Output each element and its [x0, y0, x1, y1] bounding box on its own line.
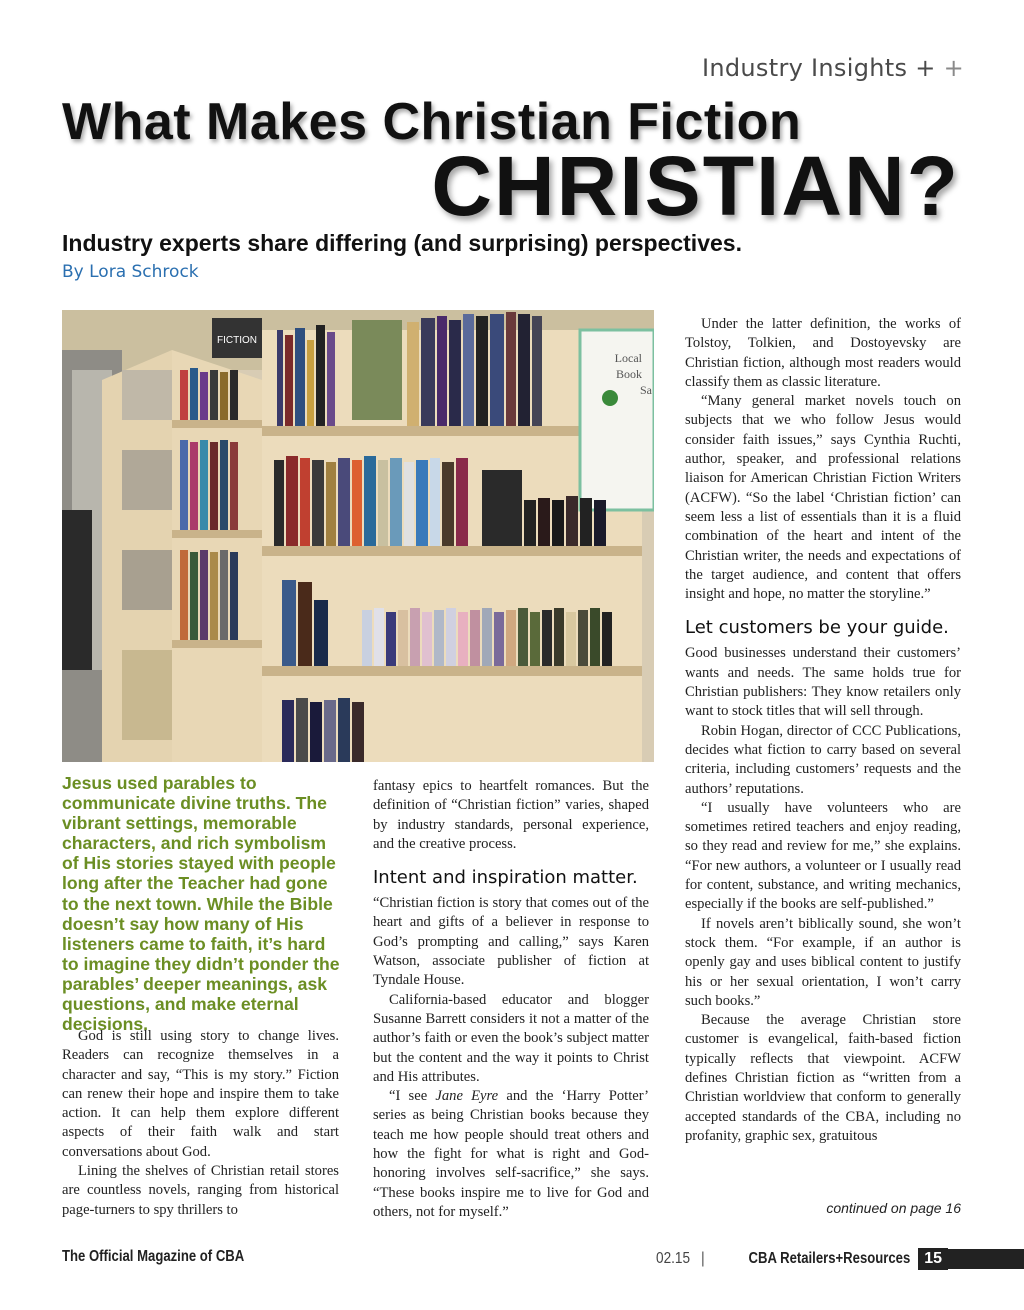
section-label	[702, 54, 964, 82]
section-plus-2: +	[943, 54, 964, 82]
footer-magazine-name: CBA Retailers+Resources	[748, 1250, 911, 1267]
continued-note: continued on page 16	[826, 1200, 961, 1216]
col2-p4-b: and the ‘Harry Potter’ series as being Christian books because they teach me how people should treat others and how the fight for what is right and God-honoring involves self-sacrifice,” she says. “These books inspire me to live for God and others, not for myself.”	[373, 1088, 649, 1220]
col2-paragraph-4	[373, 1087, 649, 1222]
column-1	[62, 1027, 339, 1220]
bookstore-photo	[62, 310, 654, 762]
col2-paragraph-1: fantasy epics to heartfelt romances. But the definition of “Christian fiction” varies, shaped by industry standards, personal experience, and the creative process.	[373, 778, 649, 852]
col3-heading: Let customers be your guide.	[685, 617, 949, 639]
col3-paragraph-6: If novels aren’t biblically sound, she won’t stock them. “For example, if an author is openly gay and uses biblical content to justify his or her sexual orientation, I won’t carry such books.”	[685, 915, 961, 1009]
pull-quote: Jesus used parables to communicate divine truths. The vibrant settings, memorable characters, and rich symbolism of His stories stayed with people long after the Teacher had gone to the next town. While the Bible doesn’t say how many of His listeners came to faith, it’s hard to imagine they didn’t ponder the parables’ deeper meanings, ask questions, and make eternal decisions.	[62, 773, 340, 1035]
shelf-sign-text: FICTION	[217, 335, 257, 346]
footer-right	[653, 1248, 948, 1270]
col3-paragraph-2: “Many general market novels touch on subjects that we who follow Jesus would consider faith issues,” says Cynthia Ruchti, author, speaker, and professional relations liaison for American Christian Fiction Writers (ACFW). “So the label ‘Christian fiction’ can seem less a list of essentials than it is a fluid combination of the heart and intent of the Christian writer, the needs and expectations of the target audience, and content that offers insight and hope, no matter the storyline.”	[685, 393, 961, 603]
col1-paragraph-1: God is still using story to change lives. Readers can recognize themselves in a character and say, “This is my story.” Fiction can renew their hope and inspire them to take action. It can help them explore different aspects of their faith walk and start conversations about God.	[62, 1028, 339, 1160]
footer-separator: |	[700, 1250, 705, 1267]
col3-paragraph-1: Under the latter definition, the works of Tolstoy, Tolkien, and Dostoyevsky are Christian fiction, although most readers would classify them as classic literature.	[685, 316, 961, 390]
col3-paragraph-7: Because the average Christian store customer is evangelical, faith-based fiction typically reflects that viewpoint. ACFW defines Christian fiction as “written from a Christian worldview that conform to generally accepted standards of the CBA, including no profanity, graphic sex, gratuitous	[685, 1012, 961, 1144]
bookshelf-illustration	[62, 310, 654, 762]
page-number: 15	[918, 1248, 948, 1270]
poster-text-2: Book	[615, 367, 642, 381]
col3-paragraph-4: Robin Hogan, director of CCC Publications, decides what fiction to carry based on several criteria, including customers’ requests and the authors’ reputations.	[685, 722, 961, 797]
footer-magazine-tagline: The Official Magazine of CBA	[62, 1248, 245, 1265]
headline-line-1: What Makes Christian Fiction	[62, 93, 802, 151]
col2-p4-a: “I see	[389, 1088, 436, 1105]
col2-paragraph-2: “Christian fiction is story that comes out of the heart and gifts of a believer in response to God’s prompting and calling,” says Karen Watson, associate publisher of fiction at Tyndale House.	[373, 895, 649, 989]
headline-line-2: CHRISTIAN?	[431, 139, 960, 233]
byline: By Lora Schrock	[62, 262, 199, 282]
col2-p4-title: Jane Eyre	[435, 1088, 499, 1105]
poster-text-3: Sa	[640, 383, 652, 397]
col3-paragraph-3: Good businesses understand their customers’ wants and needs. The same holds true for Christian publishers: They know retailers only want to stock titles that will sell through.	[685, 645, 961, 720]
section-label-text: Industry Insights	[702, 54, 908, 82]
footer-bar	[948, 1249, 1024, 1269]
col2-paragraph-3: California-based educator and blogger Susanne Barrett considers it not a matter of the author’s faith or even the book’s subject matter but the content and the way it points to Christ and His attributes.	[373, 991, 649, 1085]
col3-paragraph-5: “I usually have volunteers who are sometimes retired teachers and enjoy reading, so they read and review for me,” she explains. “For new authors, a volunteer or I usually read for content, substance, and writing mechanics, especially if the books are self-published.”	[685, 799, 961, 913]
column-3	[685, 315, 961, 1146]
poster-text-1: Local	[614, 351, 642, 365]
column-2	[373, 777, 649, 1222]
footer-issue-date: 02.15	[655, 1250, 690, 1267]
section-plus-1: +	[915, 54, 936, 82]
col1-paragraph-2: Lining the shelves of Christian retail stores are countless novels, ranging from historical page-turners to spy thrillers to	[62, 1163, 339, 1218]
subhead: Industry experts share differing (and surprising) perspectives.	[62, 230, 742, 256]
col2-heading: Intent and inspiration matter.	[373, 867, 638, 889]
